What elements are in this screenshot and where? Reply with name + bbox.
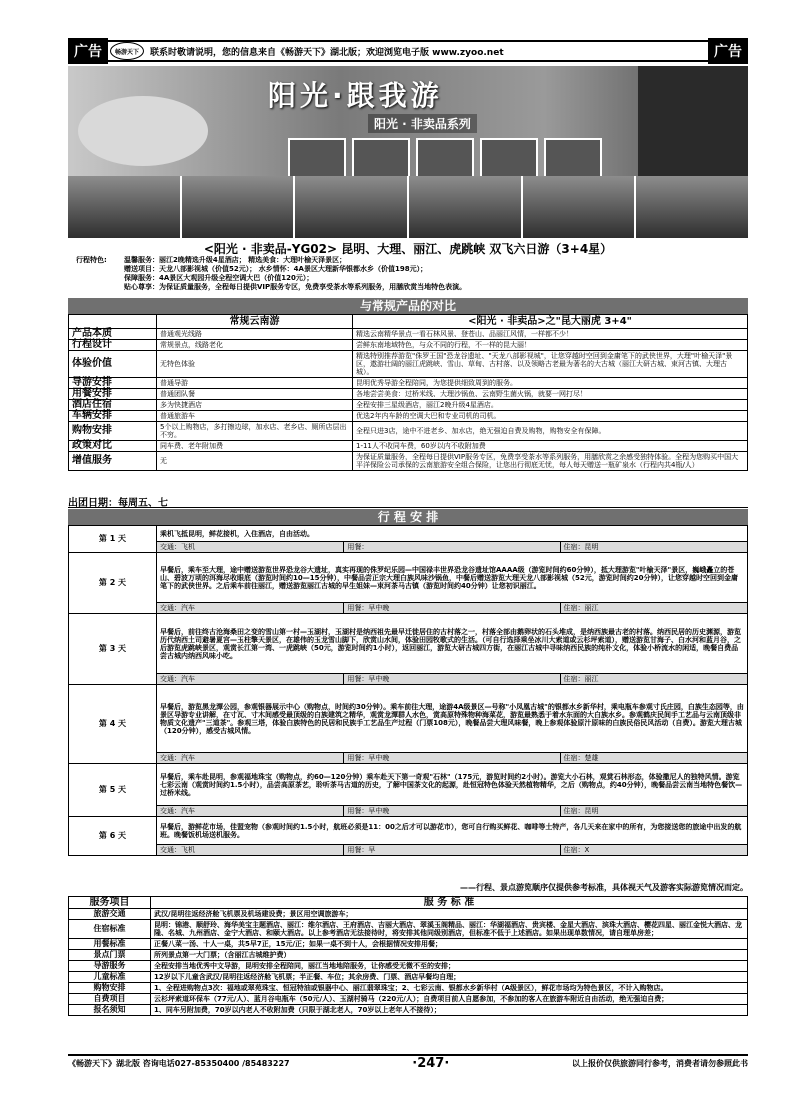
comparison-product: 昆明优秀导游全程陪同，为您提供细致周到的服务。 [353, 378, 748, 389]
meal-value: 早中晚 [368, 754, 390, 762]
itinerary-table [68, 525, 748, 856]
table-row [69, 817, 748, 845]
table-row [69, 939, 748, 950]
transport-value: 汽车 [181, 754, 195, 762]
day-label: 第 3 天 [69, 614, 157, 685]
day-transport [157, 542, 344, 553]
comparison-product: 全程只进3店，途中不进老乡、加水店，绝无强迫自费及购物，购物安全有保障。 [353, 422, 748, 441]
feature-line: 赠送项目：天龙八部影视城（价值52元）； 水乡情怀：4A景区大理新华银都水乡（价值198元）； [124, 265, 428, 273]
service-value: 1、同车另附加费，70岁以内老人不收附加费（只限于湖北老人，70岁以上老年人不接待）； [151, 1005, 748, 1016]
comparison-header-regular: 常规云南游 [157, 315, 353, 329]
meal-label: 用餐： [347, 754, 369, 762]
comparison-key: 政策对比 [69, 441, 157, 452]
banner-flower-image [638, 66, 748, 176]
transport-label: 交通： [160, 675, 181, 683]
features-label: 行程特色: [76, 256, 107, 264]
day-meal [344, 603, 560, 614]
day-description: 早餐后，乘车至大理，途中赠送游览世界恐龙谷大遗址，真实再现的侏罗纪乐园—中国禄丰世界恐龙谷遗址馆AAAA级（游览时间约60分钟），抵大理游览"叶榆天泽"景区，巍峨矗立的苍山、碧波万顷的洱海尽收眼底（游览时间约10—15分钟），中餐品尝正宗大理白族风味沙锅鱼，中餐后赠送游览大理天龙八部影视城（52元，游览时间约20分钟），让您穿越时空回到金庸笔下的武侠世界。之后乘车前往丽江，赠送游览丽江古城的早生姐妹—束河茶马古镇（游览时间约40分钟）让您初识丽江。 [157, 553, 748, 603]
services-header-standard: 服 务 标 准 [151, 897, 748, 909]
stay-label: 住宿： [563, 604, 585, 612]
day-transport [157, 806, 344, 817]
comparison-key: 增值服务 [69, 452, 157, 471]
day-description: 早餐后，游鲜花市场，佳盟宠物（参观时间约1.5小时，航班必须是11：00之后才可以游花市），您可自行购买鲜花、咖啡等土特产，各几天来在家中的所有，为您接送您的旅途中出发的航班。晚餐饭机场送机服务。 [157, 817, 748, 845]
itinerary-note: ——行程、景点游览顺序仅提供参考标准，具体视天气及游客实际游览情况而定。 [460, 883, 748, 892]
transport-value: 汽车 [181, 807, 195, 815]
service-value: 所列景点第一大门票；（含丽江古城维护费） [151, 950, 748, 961]
table-row [69, 764, 748, 806]
day-label: 第 5 天 [69, 764, 157, 817]
comparison-key: 体验价值 [69, 351, 157, 378]
comparison-key: 行程设计 [69, 340, 157, 351]
banner-thumbnail [288, 138, 346, 176]
banner-thumbnail [480, 138, 538, 176]
stay-value: 昆明 [584, 807, 599, 815]
comparison-regular: 普通团队餐 [157, 389, 353, 400]
day-description: 早餐后，前往终古沧海桑田之变的雪山第一村—玉湖村，玉湖村是纳西祖先最早迁徙居住的古村落之一，村落全部由鹅卵状的石头堆成，是纳西族最古老的村落。纳西民居的历史渊源，游览历代纳西土司避暑夏宫—玉柱擎天景区，在雄伟的玉龙雪山脚下，欣赏山水间，体验田园牧歌式的生活。（可自行选择乘坐冰川大索道或云杉坪索道），赠送游览甘海子、白水河和蓝月谷，之后游览虎跳峡景区，观赏长江第一湾、一虎跳峡（50元，游览时间约1小时），返回丽江，游览大研古城四方街，在丽江古城中寻味纳西民族的纯朴文化，体验小桥流水的闲适，晚餐自费品尝古城内纳西风味小吃。 [157, 614, 748, 674]
meal-value: 早 [368, 846, 376, 854]
comparison-product: 为保证质量服务，全程每日提供VIP服务专区，免费享受茶水等系列服务，用膳欣赏之余感受独特体验。全程为您购买中国大平洋保险公司承保的云南旅游安全组合保险，让您出行彻底无忧，每人每天赠送一瓶矿泉水（行程内共4瓶/人） [353, 452, 748, 471]
services-section [68, 896, 748, 1016]
table-row [69, 961, 748, 972]
table-row [69, 340, 748, 351]
comparison-product: 精选云南精华景点一看石林风景、登苍山、品丽江风情，一样都不少！ [353, 329, 748, 340]
day-stay [560, 603, 748, 614]
meal-label: 用餐： [347, 675, 369, 683]
scenery-photo [636, 176, 748, 238]
table-row [69, 994, 748, 1005]
scenery-photo [68, 176, 180, 238]
promo-banner [68, 66, 748, 176]
service-key: 自费项目 [69, 994, 151, 1005]
transport-label: 交通： [160, 754, 181, 762]
meal-label: 用餐： [347, 543, 369, 551]
table-row [69, 806, 748, 817]
transport-label: 交通： [160, 807, 181, 815]
stay-value: 昆明 [584, 543, 599, 551]
service-value: 全程安排当地优秀中文导游，昆明安排全程陪同，丽江当地地陪服务，让你感受无微不至的安排； [151, 961, 748, 972]
service-value: 正餐八菜一汤、十人一桌，共5早7正，15元/正；如果一桌不到十人，会根据情况安排用餐； [151, 939, 748, 950]
services-header-item: 服务项目 [69, 897, 151, 909]
service-value: 12岁以下儿童含武汉/昆明往返经济舱飞机票；半正餐、车位；其余房费、门票、酒店早餐均自理； [151, 972, 748, 983]
page-footer [68, 1054, 748, 1070]
feature-line: 贴心尊享：为保证质量服务，全程每日提供VIP服务专区，免费享受茶水等系列服务，用膳欣赏当地特色表演。 [124, 283, 467, 291]
comparison-product: 1-11人不收同车费，60岁以内不收附加费 [353, 441, 748, 452]
banner-subtitle: 阳光 · 非卖品系列 [368, 114, 477, 133]
comparison-regular: 5个以上购物店，多打擦边球，加水店、老乡店、厕所店层出不穷。 [157, 422, 353, 441]
day-stay [560, 845, 748, 856]
comparison-section [68, 298, 748, 471]
stay-label: 住宿： [563, 543, 585, 551]
day-description: 早餐后，乘车赴昆明，参观福地珠宝（购物点，约60—120分钟）乘车赴天下第一奇观"石林"（175元，游览时间约2小时）。游览大小石林，观赏石林形态，体验撒尼人的独特风情。游览七彩云南（观赏时间约1.5小时），品尝高原茶艺，聆听茶马古道的历史，了解中国茶文化的起源，赴恒冠特色体验天然植物精华，之后（购物点，约40分钟），晚餐品尝云南当地特色餐饮—过桥米线。 [157, 764, 748, 806]
itinerary-section [68, 509, 748, 856]
service-key: 儿童标准 [69, 972, 151, 983]
table-row [69, 685, 748, 753]
comparison-product: 各地尝尝美食：过桥米线、大理沙锅鱼、云南野生菌火锅，就要一网打尽！ [353, 389, 748, 400]
service-value: 云杉坪索道环保车（77元/人）、蓝月谷电瓶车（50元/人）、玉湖村骑马（220元/人）；自费项目前人自愿参加，不参加的客人在旅游车附近自由活动，绝无强迫自费； [151, 994, 748, 1005]
meal-label: 用餐： [347, 846, 369, 854]
meal-value: 早中晚 [368, 807, 390, 815]
service-key: 用餐标准 [69, 939, 151, 950]
comparison-regular: 普通导游 [157, 378, 353, 389]
publication-logo: 畅游天下 [110, 42, 144, 60]
transport-label: 交通： [160, 543, 181, 551]
scenery-photo [182, 176, 294, 238]
day-meal [344, 845, 560, 856]
table-row [69, 1005, 748, 1016]
feature-line: 温馨服务：丽江2晚精选升级4星酒店； 精选美食：大理叶榆天泽景区； [124, 256, 347, 264]
stay-value: X [584, 846, 590, 854]
service-key: 景点门票 [69, 950, 151, 961]
scenery-photo [523, 176, 635, 238]
comparison-key: 导游安排 [69, 378, 157, 389]
stay-label: 住宿： [563, 807, 585, 815]
comparison-regular: 多为快捷酒店 [157, 400, 353, 411]
service-key: 报名须知 [69, 1005, 151, 1016]
comparison-regular: 常规景点，线路老化 [157, 340, 353, 351]
transport-label: 交通： [160, 846, 181, 854]
transport-value: 汽车 [181, 675, 195, 683]
transport-label: 交通： [160, 604, 181, 612]
stay-value: 楚雄 [584, 754, 599, 762]
comparison-product: 精选特别推荐游览"侏罗王国"恐龙谷遗址、"天龙八部影视城"，让您穿越时空回到金庸笔下的武侠世界，大理"叶榆天泽"景区，遨游壮阔的丽江虎跳峡、雪山、草甸、古村落、以及领略古老最为著名的大古城（丽江大研古城、束河古镇、大理古城）。 [353, 351, 748, 378]
day-stay [560, 542, 748, 553]
comparison-regular: 同车费、老年附加费 [157, 441, 353, 452]
day-transport [157, 845, 344, 856]
comparison-regular: 普通观光线路 [157, 329, 353, 340]
comparison-key: 用餐安排 [69, 389, 157, 400]
page-number: ·247· [412, 1055, 450, 1071]
day-transport [157, 753, 344, 764]
table-row [69, 452, 748, 471]
table-row [69, 389, 748, 400]
itinerary-title: 行 程 安 排 [68, 509, 748, 525]
table-row [69, 603, 748, 614]
meal-label: 用餐： [347, 604, 369, 612]
transport-value: 飞机 [181, 543, 195, 551]
day-stay [560, 753, 748, 764]
comparison-header-blank [69, 315, 157, 329]
comparison-table [68, 314, 748, 471]
product-headline: <阳光 · 非卖品-YG02> 昆明、大理、丽江、虎跳峡 双飞六日游（3+4星） [203, 242, 613, 256]
meal-label: 用餐： [347, 807, 369, 815]
transport-value: 汽车 [181, 604, 195, 612]
service-value: 武汉/昆明往返经济舱飞机票及机场建设费；景区用空调旅游车； [151, 909, 748, 920]
table-row [69, 614, 748, 674]
banner-thumbnail [544, 138, 602, 176]
service-value: 昆明：锦港、顺舒玲、海华美宝主题酒店、丽江：维尔酒店、王府酒店、吉丽大酒店、翠溪玉阁精品、丽江：华湖福酒店、贵宾楼、金星大酒店、滨珠大酒店、樱花四星、丽江金悦大酒店、龙隆、名城、九州酒店、金宁大酒店、和颐大酒店。以上参考酒店无法接待时，将安排其他同级别酒店，但标准不低于上述酒店。如果出现单数情况，请自理单房差； [151, 920, 748, 939]
table-row [69, 441, 748, 452]
table-row [69, 411, 748, 422]
table-row [69, 526, 748, 542]
scenery-photo [295, 176, 407, 238]
day-transport [157, 674, 344, 685]
day-label: 第 6 天 [69, 817, 157, 856]
stay-value: 丽江 [584, 675, 599, 683]
comparison-key: 车辆安排 [69, 411, 157, 422]
day-meal [344, 542, 560, 553]
service-key: 旅游交通 [69, 909, 151, 920]
comparison-regular: 普通旅游车 [157, 411, 353, 422]
comparison-key: 酒店住宿 [69, 400, 157, 411]
table-row [69, 351, 748, 378]
day-meal [344, 806, 560, 817]
departure-dates: 出团日期：每周五、七 [68, 494, 748, 508]
top-notice-bar [68, 40, 748, 62]
service-key: 住宿标准 [69, 920, 151, 939]
service-key: 导游服务 [69, 961, 151, 972]
stay-label: 住宿： [563, 675, 585, 683]
product-features [76, 256, 746, 292]
table-row [69, 674, 748, 685]
day-label: 第 1 天 [69, 526, 157, 553]
table-row [69, 909, 748, 920]
meal-value: 早中晚 [368, 675, 390, 683]
table-row [69, 950, 748, 961]
comparison-key: 产品本质 [69, 329, 157, 340]
comparison-key: 购物安排 [69, 422, 157, 441]
table-row [69, 920, 748, 939]
table-row [69, 983, 748, 994]
comparison-regular: 无 [157, 452, 353, 471]
ad-label-right: 广告 [708, 38, 748, 64]
comparison-regular: 无特色体验 [157, 351, 353, 378]
day-transport [157, 603, 344, 614]
banner-thumbnail [352, 138, 410, 176]
comparison-product: 全程安排三星级酒店，丽江2晚升级4星酒店。 [353, 400, 748, 411]
banner-decoration [78, 96, 208, 166]
day-meal [344, 674, 560, 685]
table-row [69, 400, 748, 411]
scenery-photo [409, 176, 521, 238]
footer-disclaimer: 以上报价仅供旅游同行参考，消费者请勿参照此书 [572, 1058, 748, 1068]
table-row [69, 845, 748, 856]
table-row [69, 542, 748, 553]
transport-value: 飞机 [181, 846, 195, 854]
services-table [68, 896, 748, 1016]
ad-label-left: 广告 [68, 38, 108, 64]
footer-contact: 《畅游天下》湖北版 咨询电话027-85350400 /85483227 [68, 1058, 290, 1068]
table-row [69, 753, 748, 764]
banner-thumbnail [416, 138, 474, 176]
banner-title: 阳光·跟我游 [268, 79, 443, 112]
comparison-header-product: <阳光 · 非卖品>之"昆大丽虎 3+4" [353, 315, 748, 329]
day-label: 第 2 天 [69, 553, 157, 614]
photo-strip [68, 176, 748, 238]
feature-line: 保障服务：4A景区大观园升级全程空调大巴（价值120元）； [124, 274, 314, 282]
day-stay [560, 806, 748, 817]
service-key: 购物安排 [69, 983, 151, 994]
day-meal [344, 753, 560, 764]
comparison-product: 优选2年内车龄的空调大巴和专业司机的司机。 [353, 411, 748, 422]
top-notice-text: 联系时敬请说明，您的信息来自《畅游天下》湖北版；欢迎浏览电子版 www.zyoo.net [150, 47, 504, 58]
table-row [69, 972, 748, 983]
meal-value: 早中晚 [368, 604, 390, 612]
comparison-product: 尝鲜东南地域特色，与众不同的行程，不一样的昆大丽！ [353, 340, 748, 351]
table-row [69, 378, 748, 389]
table-row [69, 553, 748, 603]
stay-label: 住宿： [563, 754, 585, 762]
day-description: 早餐后，游览黑龙潭公园，参观银器展示中心（购物点，时间约30分钟）。乘车前往大理，途游4A级景区—号称"小凤凰古城"的银都水乡新华村，乘电瓶车参观寸氏庄园，白族生态园等，由景区导游专业讲解，在寸瓦、寸木间感受最顶级的白族建筑之精华，观赏龙潭群人水色，赏高原特殊物种海菜花，游览最熟悉于着水东面的大白族水乡。参观鹤庆民间手工艺品与云南顶级非物质文化遗产"三道茶"。参观三塔，体验白族特色的民居和民族手工艺品生产过程（门票108元），晚餐品尝大理风味餐，晚上参观体验原汁原味的白族民俗民风活动（自费）。游览大理古城（120分钟），感受古城风情。 [157, 685, 748, 753]
service-value: 1、全程进购物点3次：福地或翠苑珠宝、恒冠特油或银器中心、丽江翡翠珠宝；2、七彩云南、银都水乡新华村（A级景区），鲜花市场均为特色景区，不计入购物店。 [151, 983, 748, 994]
stay-label: 住宿： [563, 846, 585, 854]
stay-value: 丽江 [584, 604, 599, 612]
day-description: 乘机飞抵昆明，鲜花接机，入住酒店，自由活动。 [157, 526, 748, 542]
day-stay [560, 674, 748, 685]
table-row [69, 422, 748, 441]
comparison-title: 与常规产品的对比 [68, 298, 748, 314]
day-label: 第 4 天 [69, 685, 157, 764]
table-row [69, 329, 748, 340]
